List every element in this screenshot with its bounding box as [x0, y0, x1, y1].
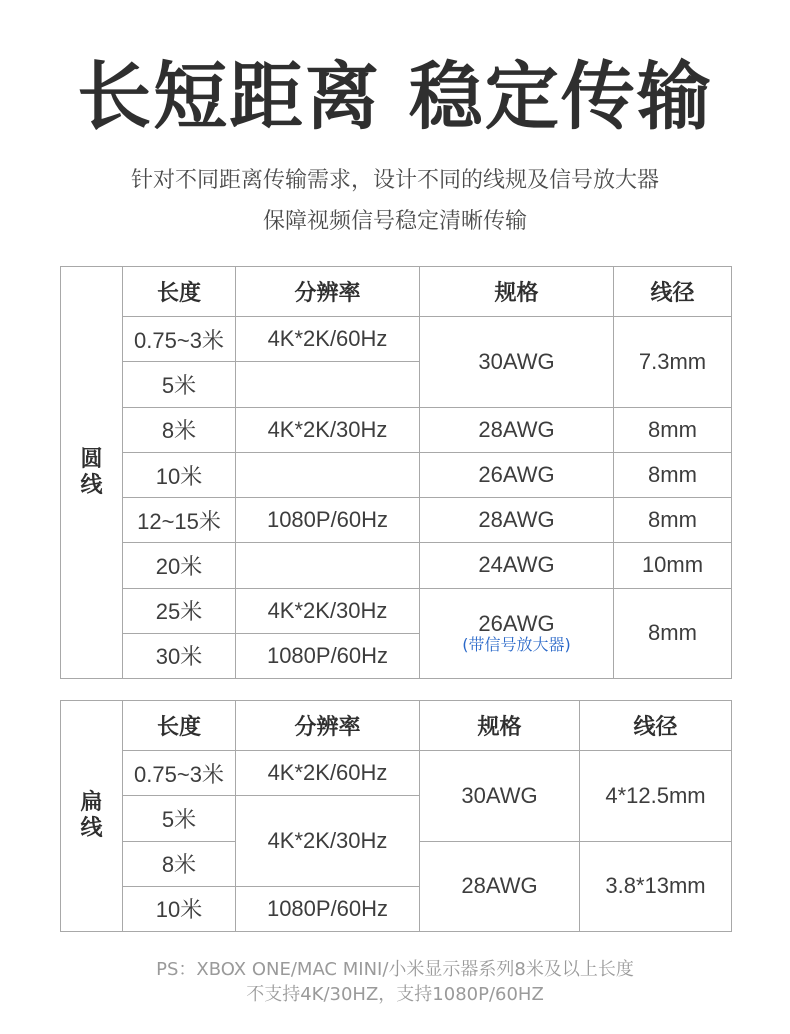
- diameter-cell: 3.8*13mm: [580, 841, 732, 931]
- spec-cell: 30AWG: [420, 751, 580, 841]
- resolution-cell: 1080P/60Hz: [236, 498, 420, 543]
- length-cell: 10米: [123, 886, 236, 931]
- resolution-cell: 1080P/60Hz: [236, 633, 420, 678]
- category-flat-cable: 扁 线: [61, 701, 123, 932]
- length-cell: 20米: [123, 543, 236, 588]
- header-resolution: 分辨率: [236, 701, 420, 751]
- resolution-cell: 4K*2K/30Hz: [236, 796, 420, 886]
- length-cell: 10米: [123, 452, 236, 497]
- header-diameter: 线径: [614, 267, 732, 317]
- table-row: [61, 543, 732, 588]
- spec-value: 26AWG: [478, 611, 555, 637]
- amplifier-note: (带信号放大器): [462, 635, 571, 655]
- resolution-cell: [236, 543, 420, 588]
- category-round-cable: 圆 线: [61, 267, 123, 679]
- diameter-cell: 7.3mm: [614, 317, 732, 407]
- resolution-cell: [236, 362, 420, 407]
- spec-cell: 28AWG: [420, 841, 580, 931]
- header-length: 长度: [123, 701, 236, 751]
- spec-cell: 24AWG: [420, 543, 614, 588]
- length-cell: 0.75~3米: [123, 751, 236, 796]
- header-spec: 规格: [420, 701, 580, 751]
- round-cable-table: [60, 266, 732, 679]
- header-spec: 规格: [420, 267, 614, 317]
- page-title: 长短距离 稳定传输: [77, 54, 713, 140]
- resolution-cell: 4K*2K/60Hz: [236, 317, 420, 362]
- diameter-cell: 10mm: [614, 543, 732, 588]
- header-diameter: 线径: [580, 701, 732, 751]
- resolution-cell: 1080P/60Hz: [236, 886, 420, 931]
- spec-cell: 28AWG: [420, 498, 614, 543]
- diameter-cell: 4*12.5mm: [580, 751, 732, 841]
- table-row: [61, 588, 732, 633]
- length-cell: 5米: [123, 796, 236, 841]
- spec-cell: 28AWG: [420, 407, 614, 452]
- footnote-line-1: PS：XBOX ONE/MAC MINI/小米显示器系列8米及以上长度: [156, 959, 634, 980]
- diameter-cell: 8mm: [614, 498, 732, 543]
- length-cell: 5米: [123, 362, 236, 407]
- header-length: 长度: [123, 267, 236, 317]
- header-resolution: 分辨率: [236, 267, 420, 317]
- resolution-cell: 4K*2K/60Hz: [236, 751, 420, 796]
- length-cell: 12~15米: [123, 498, 236, 543]
- resolution-cell: 4K*2K/30Hz: [236, 407, 420, 452]
- length-cell: 8米: [123, 407, 236, 452]
- resolution-cell: [236, 452, 420, 497]
- table-row: [61, 407, 732, 452]
- subtitle-line-2: 保障视频信号稳定清晰传输: [262, 209, 527, 234]
- length-cell: 0.75~3米: [123, 317, 236, 362]
- length-cell: 25米: [123, 588, 236, 633]
- length-cell: 30米: [123, 633, 236, 678]
- table-row: [61, 751, 732, 796]
- flat-cable-table: [60, 700, 732, 932]
- diameter-cell: 8mm: [614, 588, 732, 678]
- length-cell: 8米: [123, 841, 236, 886]
- diameter-cell: 8mm: [614, 452, 732, 497]
- resolution-cell: 4K*2K/30Hz: [236, 588, 420, 633]
- table-header-row: [61, 701, 732, 751]
- footnote-line-2: 不支持4K/30HZ，支持1080P/60HZ: [246, 984, 544, 1005]
- table-row: [61, 498, 732, 543]
- subtitle-line-1: 针对不同距离传输需求，设计不同的线规及信号放大器: [130, 168, 659, 193]
- table-header-row: [61, 267, 732, 317]
- table-row: [61, 452, 732, 497]
- spec-cell: [420, 588, 614, 678]
- spec-cell: 30AWG: [420, 317, 614, 407]
- spec-cell: 26AWG: [420, 452, 614, 497]
- table-row: [61, 317, 732, 362]
- diameter-cell: 8mm: [614, 407, 732, 452]
